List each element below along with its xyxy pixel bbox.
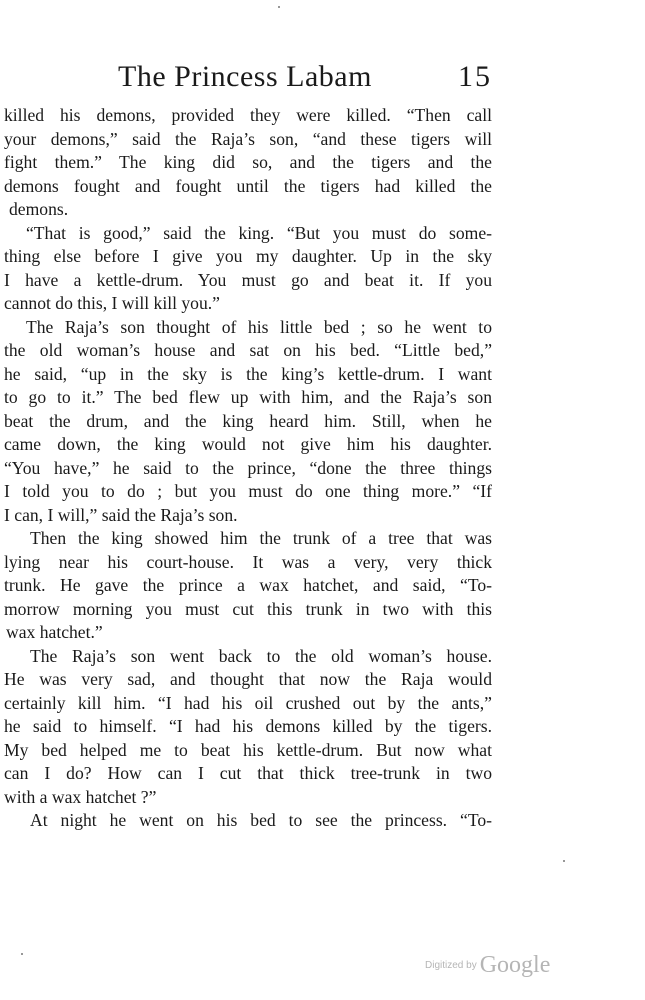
body-text [4,104,492,833]
text-line: he said to himself. “I had his demons killed by the tigers. [4,716,492,736]
text-line: The Raja’s son thought of his little bed ; so he went to [26,316,492,337]
text-line: with a wax hatchet ?” [4,786,157,807]
text-line: he said, “up in the sky is the king’s kettle-drum. I want [4,363,492,384]
text-line: demons fought and fought until the tigers had killed the [4,175,492,196]
text-line: killed his demons, provided they were killed. “Then call [4,105,492,125]
digitized-by-google-watermark [425,952,550,979]
text-line: I have a kettle-drum. You must go and beat it. If you [4,269,492,290]
text-line: morrow morning you must cut this trunk in two with this [4,598,492,619]
text-line: fight them.” The king did so, and the tigers and the [4,152,492,172]
text-line: The Raja’s son went back to the old woman’s house. [30,645,492,666]
text-line: “That is good,” said the king. “But you must do some- [26,222,492,243]
text-line: thing else before I give you my daughter. Up in the sky [4,246,492,266]
text-line: I told you to do ; but you must do one thing more.” “If [4,481,492,501]
running-head [0,60,645,100]
scan-speck [563,860,565,862]
google-logo: Google [479,952,551,978]
page-number: 15 [458,60,492,93]
scan-speck [21,953,23,955]
text-line: lying near his court-house. It was a very, very thick [4,551,492,572]
text-line: He was very sad, and thought that now the Raja would [4,669,492,689]
text-line: came down, the king would not give him his daughter. [4,434,492,454]
text-line: the old woman’s house and sat on his bed. “Little bed,” [4,340,492,360]
text-line: I can, I will,” said the Raja’s son. [4,504,238,525]
text-line: trunk. He gave the prince a wax hatchet, and said, “To- [4,575,492,595]
text-line: your demons,” said the Raja’s son, “and these tigers will [4,128,492,149]
text-line: can I do? How can I cut that thick tree-trunk in two [4,763,492,783]
text-line: At night he went on his bed to see the princess. “To- [30,810,492,830]
text-line: demons. [9,199,69,219]
text-line: beat the drum, and the king heard him. Still, when he [4,410,492,431]
running-title: The Princess Labam [118,60,372,93]
text-line: to go to it.” The bed flew up with him, and the Raja’s son [4,387,492,407]
text-line: “You have,” he said to the prince, “done the three things [4,457,492,478]
text-line: My bed helped me to beat his kettle-drum. But now what [4,739,492,760]
text-line: certainly kill him. “I had his oil crushed out by the ants,” [4,692,492,713]
text-line: wax hatchet.” [6,622,103,642]
watermark-prefix: Digitized by [425,960,477,971]
text-line: Then the king showed him the trunk of a tree that was [30,528,492,548]
scan-speck [278,6,280,8]
text-line: cannot do this, I will kill you.” [4,293,220,313]
